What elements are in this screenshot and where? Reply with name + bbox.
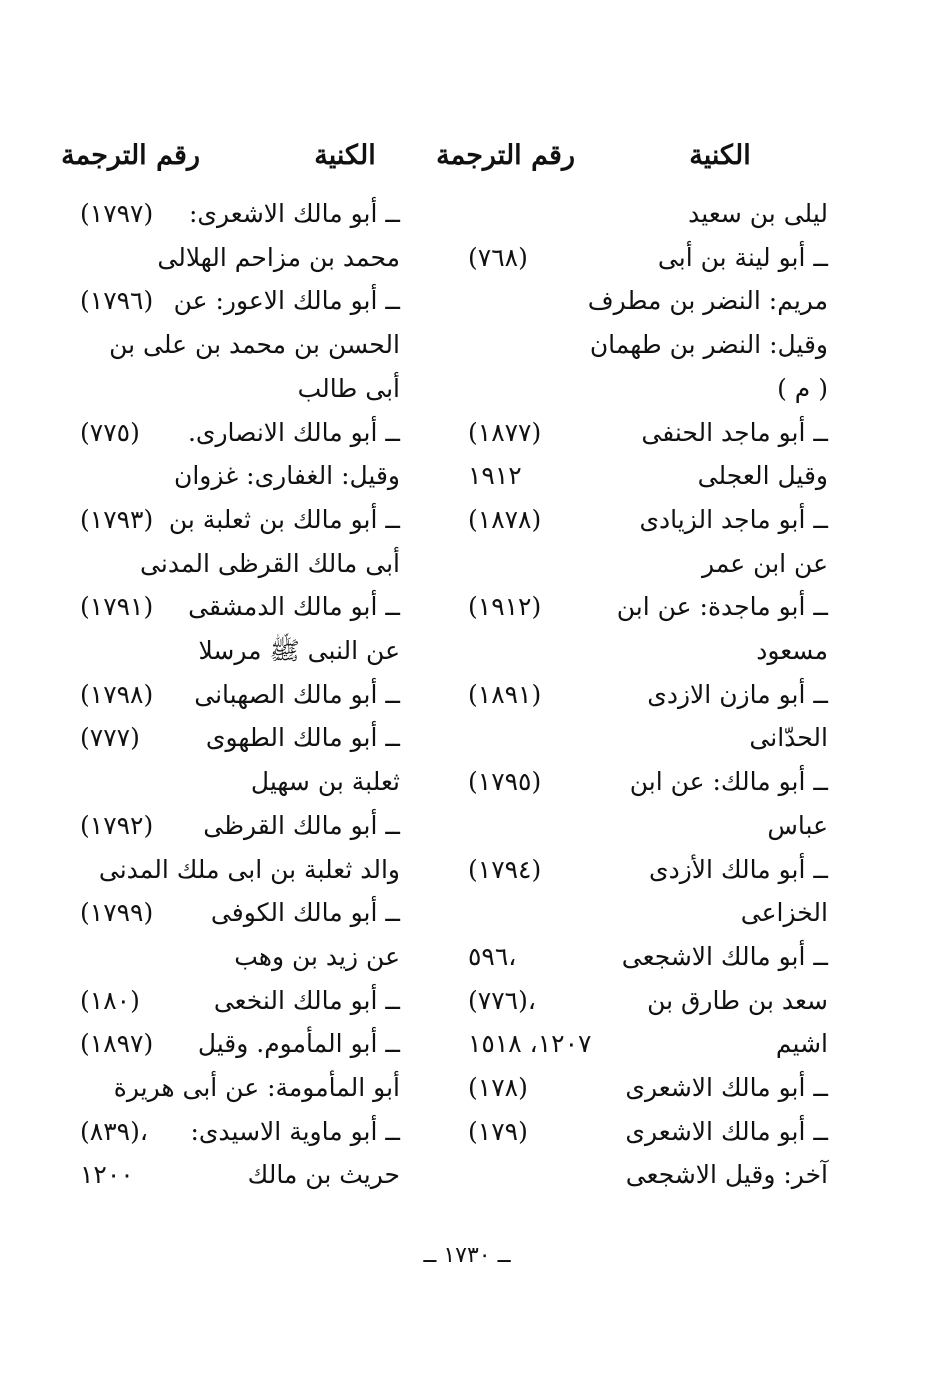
right-entry-text: ــ أبو ماجدة: عن ابن	[616, 592, 828, 621]
left-entry-number: (١٧٩٣)	[80, 505, 154, 534]
right-entry-text: ــ أبو مالك: عن ابن	[629, 767, 828, 796]
right-entry-text: عن ابن عمر	[702, 549, 828, 578]
right-entry-number: ١٩١٢	[468, 461, 522, 490]
left-entry-text: ــ أبو مالك الدمشقى	[188, 592, 400, 621]
right-entry-number: ٥٩٦،	[468, 942, 517, 971]
right-entry-text: ــ أبو مازن الازدى	[647, 680, 828, 709]
left-entry-text: أبى مالك القرظى المدنى	[140, 549, 400, 578]
right-entry-text: ــ أبو مالك الاشعرى	[625, 1117, 828, 1146]
right-entry-text: ــ أبو ماجد الحنفى	[641, 418, 828, 447]
left-entry-text: عن زيد بن وهب	[234, 942, 400, 971]
right-entry-number: (١٨٩١)	[468, 680, 542, 709]
right-entry-number: (٧٦٨)	[468, 243, 528, 272]
left-entry-text: أبو المأمومة: عن أبى هريرة	[113, 1073, 400, 1102]
right-entry-text: مسعود	[756, 636, 828, 665]
left-entry-text: ــ أبو المأموم. وقيل	[197, 1029, 400, 1058]
right-number-header: رقم الترجمة	[436, 140, 575, 171]
page-number: ــ ١٧٣٠ ــ	[423, 1243, 511, 1268]
left-entry-number: (٨٣٩)،	[80, 1117, 148, 1146]
left-entry-number: (٧٧٥)	[80, 418, 140, 447]
left-entry-text: وقيل: الغفارى: غزوان	[173, 461, 400, 490]
left-entry-number: (١٨٩٧)	[80, 1029, 154, 1058]
left-entry-text: حريث بن مالك	[247, 1160, 400, 1189]
right-entry-text: وقيل: النضر بن طهمان	[589, 330, 828, 359]
left-entry-text: عن النبى ﷺ مرسلا	[198, 636, 400, 665]
right-entry-number: (١٩١٢)	[468, 592, 542, 621]
left-kunya-header: الكنية	[314, 140, 376, 171]
right-entry-number: (١٧٩٥)	[468, 767, 542, 796]
left-entry-text: والد ثعلبة بن ابى ملك المدنى	[98, 855, 400, 884]
right-entry-text: وقيل العجلى	[697, 461, 828, 490]
right-entry-number: ١٢٠٧، ١٥١٨	[468, 1029, 592, 1058]
right-entry-text: ( م )	[777, 374, 828, 403]
left-entry-number: (١٧٩٧)	[80, 199, 154, 228]
right-entry-text: الخزاعى	[740, 898, 828, 927]
right-entry-text: سعد بن طارق بن	[647, 986, 828, 1015]
right-entry-text: ــ أبو مالك الاشجعى	[621, 942, 828, 971]
left-entry-text: ــ أبو مالك بن ثعلبة بن	[168, 505, 400, 534]
right-entry-text: آخر: وقيل الاشجعى	[625, 1160, 828, 1189]
left-entry-text: ــ أبو مالك الصهبانى	[194, 680, 400, 709]
right-entry-number: (١٨٧٨)	[468, 505, 542, 534]
right-entry-number: (١٧٩٤)	[468, 855, 542, 884]
right-entry-text: ــ أبو ماجد الزيادى	[639, 505, 828, 534]
left-entry-number: (١٨٠)	[80, 986, 140, 1015]
left-entry-text: أبى طالب	[297, 374, 400, 403]
left-entry-text: ــ أبو مالك الاشعرى:	[189, 199, 400, 228]
left-entry-number: (٧٧٧)	[80, 723, 140, 752]
left-entry-text: محمد بن مزاحم الهلالى	[157, 243, 400, 272]
right-kunya-header: الكنية	[689, 140, 751, 171]
left-entry-number: (١٧٩٨)	[80, 680, 154, 709]
left-number-header: رقم الترجمة	[61, 140, 200, 171]
right-entry-number: (١٧٨)	[468, 1073, 528, 1102]
left-entry-text: ــ أبو مالك الطهوى	[205, 723, 400, 752]
left-entry-number: (١٧٩٦)	[80, 286, 154, 315]
left-entry-text: ــ أبو مالك القرظى	[203, 811, 400, 840]
right-entry-text: عباس	[767, 811, 828, 840]
right-entry-text: ــ أبو مالك الاشعرى	[625, 1073, 828, 1102]
left-entry-text: ــ أبو مالك الكوفى	[210, 898, 400, 927]
left-entry-text: ــ أبو ماوية الاسيدى:	[190, 1117, 400, 1146]
left-entry-text: ــ أبو مالك الانصارى.	[187, 418, 400, 447]
left-entry-number: ١٢٠٠	[80, 1160, 134, 1189]
left-entry-number: (١٧٩٩)	[80, 898, 154, 927]
right-entry-number: (٧٧٦)،	[468, 986, 536, 1015]
left-entry-text: ــ أبو مالك الاعور: عن	[173, 286, 400, 315]
right-entry-text: الحدّانى	[749, 723, 828, 752]
right-entry-text: ــ أبو لينة بن أبى	[657, 243, 828, 272]
right-entry-text: اشيم	[775, 1029, 828, 1058]
right-entry-text: ــ أبو مالك الأزدى	[649, 855, 828, 884]
left-entry-text: ثعلبة بن سهيل	[250, 767, 400, 796]
right-entry-text: ليلى بن سعيد	[688, 199, 828, 228]
right-entry-number: (١٨٧٧)	[468, 418, 542, 447]
left-entry-number: (١٧٩١)	[80, 592, 154, 621]
right-entry-number: (١٧٩)	[468, 1117, 528, 1146]
left-entry-text: ــ أبو مالك النخعى	[213, 986, 400, 1015]
left-entry-number: (١٧٩٢)	[80, 811, 154, 840]
right-entry-text: مريم: النضر بن مطرف	[587, 286, 828, 315]
left-entry-text: الحسن بن محمد بن على بن	[109, 330, 400, 359]
